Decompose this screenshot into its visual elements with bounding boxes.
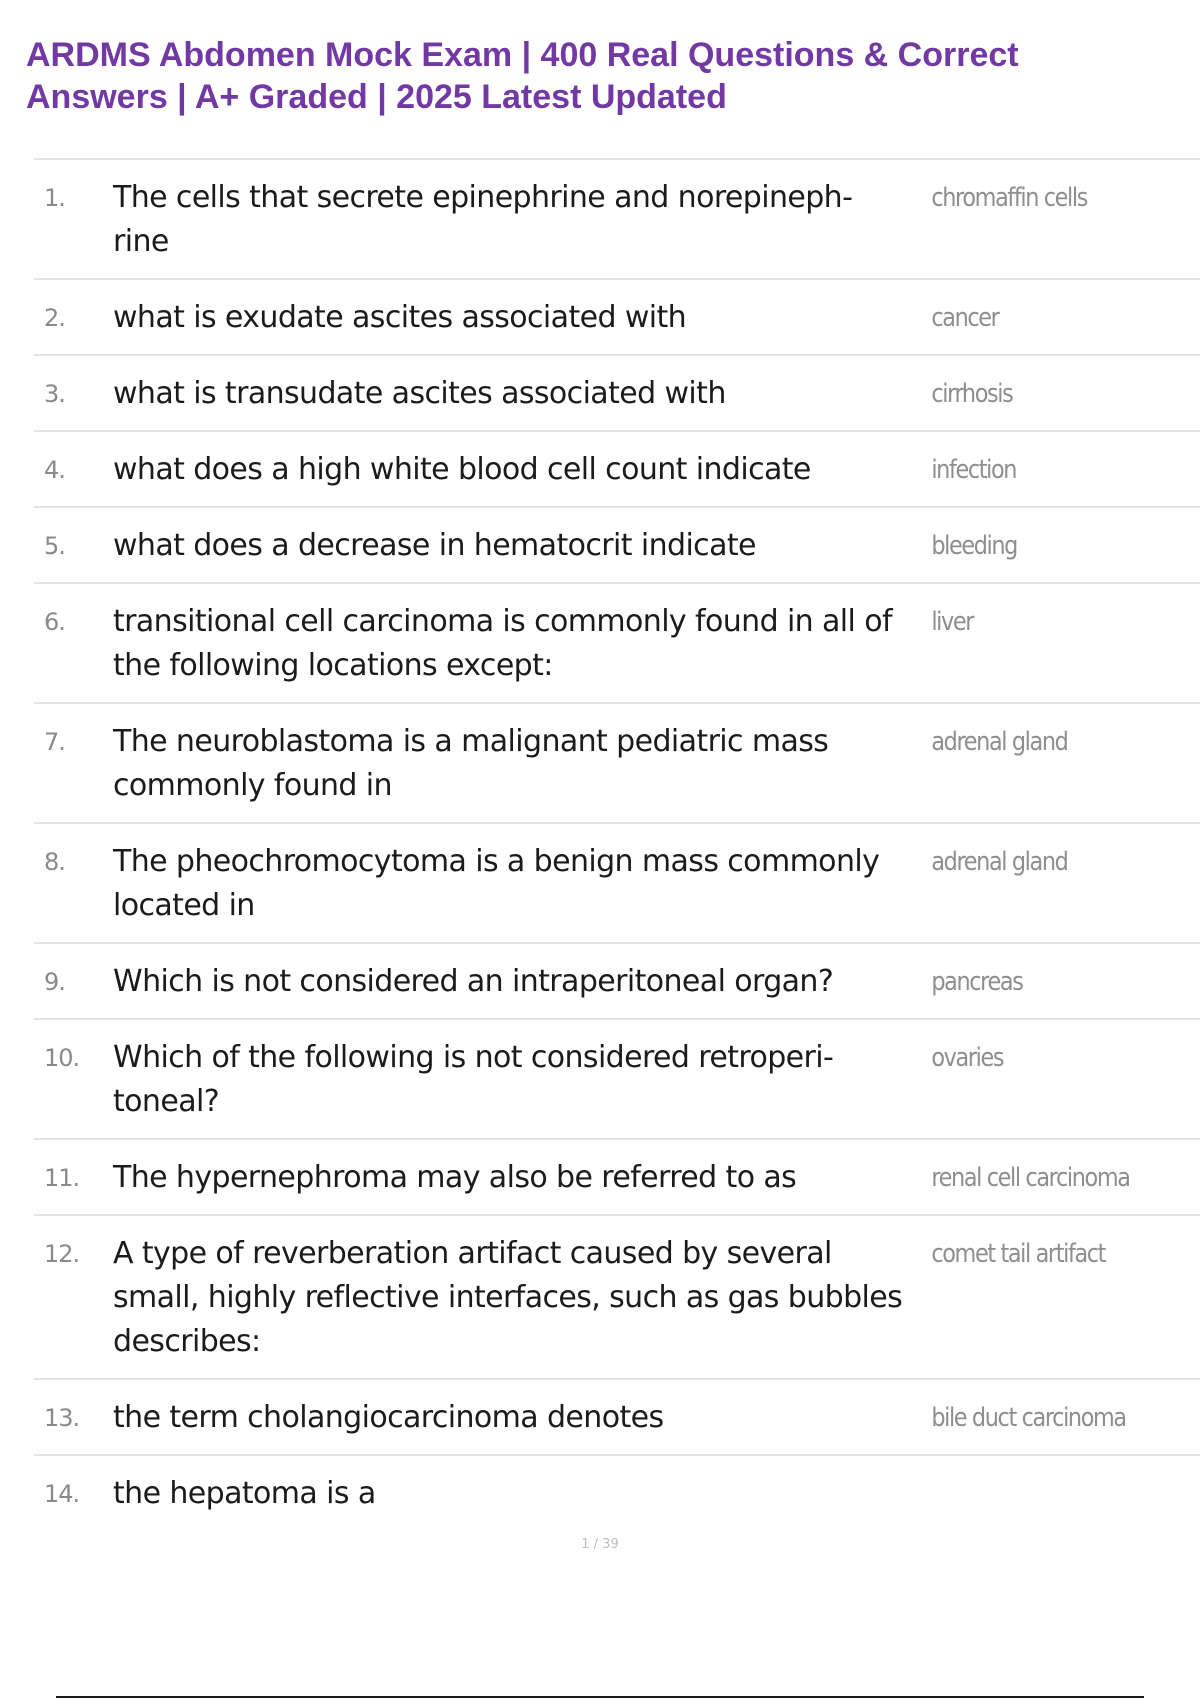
answer-text: chromaffin cells [931, 183, 1088, 213]
question-number: 6. [44, 608, 65, 636]
question-text: The pheochromocytoma is a benign mass commonly located in [113, 844, 880, 923]
answer-text: renal cell carcinoma [931, 1163, 1130, 1193]
question-text: what is transudate ascites associated with [113, 376, 726, 411]
qa-row [34, 508, 1200, 584]
qa-row [34, 356, 1200, 432]
question-text: what does a decrease in hematocrit indicate [113, 528, 756, 563]
question-number: 13. [44, 1404, 80, 1432]
answer-text: cirrhosis [931, 379, 1013, 409]
question-number: 9. [44, 968, 65, 996]
qa-row [34, 944, 1200, 1020]
question-text: the hepatoma is a [113, 1476, 376, 1511]
qa-table [34, 158, 1200, 1526]
page-number: 1 / 39 [581, 1537, 619, 1552]
answer-text: ovaries [931, 1043, 1004, 1073]
question-text: The cells that secrete epinephrine and norepineph- rine [113, 180, 853, 259]
qa-row [34, 1020, 1200, 1140]
question-number: 8. [44, 848, 65, 876]
question-text: what does a high white blood cell count indicate [113, 452, 811, 487]
question-number: 3. [44, 380, 65, 408]
question-number: 11. [44, 1164, 80, 1192]
qa-row [34, 1140, 1200, 1216]
answer-text: pancreas [931, 967, 1023, 997]
question-text: the term cholangiocarcinoma denotes [113, 1400, 664, 1435]
answer-text: adrenal gland [931, 847, 1068, 877]
question-text: The neuroblastoma is a malignant pediatric mass commonly found in [113, 724, 829, 803]
answer-text: liver [931, 607, 974, 637]
answer-text: comet tail artifact [931, 1239, 1106, 1269]
answer-text: cancer [931, 303, 999, 333]
qa-row [34, 432, 1200, 508]
question-number: 2. [44, 304, 65, 332]
qa-row [34, 160, 1200, 280]
qa-row [34, 584, 1200, 704]
page-title: ARDMS Abdomen Mock Exam | 400 Real Questions & Correct Answers | A+ Graded | 2025 Latest Updated [26, 36, 1019, 116]
answer-text: adrenal gland [931, 727, 1068, 757]
question-text: The hypernephroma may also be referred to as [113, 1160, 797, 1195]
qa-row [34, 704, 1200, 824]
question-number: 7. [44, 728, 65, 756]
question-number: 10. [44, 1044, 80, 1072]
question-number: 5. [44, 532, 65, 560]
question-number: 14. [44, 1480, 80, 1508]
answer-text: bleeding [931, 531, 1018, 561]
answer-text: infection [931, 455, 1017, 485]
question-text: what is exudate ascites associated with [113, 300, 687, 335]
question-number: 4. [44, 456, 65, 484]
question-text: Which is not considered an intraperitoneal organ? [113, 964, 834, 999]
qa-row [34, 280, 1200, 356]
bottom-rule [56, 1696, 1144, 1698]
question-text: A type of reverberation artifact caused by several small, highly reflective interfaces, such as gas bubbles describes: [113, 1236, 903, 1359]
qa-row [34, 1216, 1200, 1380]
question-text: transitional cell carcinoma is commonly found in all of the following locations except: [113, 604, 892, 683]
question-text: Which of the following is not considered retroperi- toneal? [113, 1040, 834, 1119]
qa-row [34, 824, 1200, 944]
question-number: 1. [44, 184, 65, 212]
question-number: 12. [44, 1240, 80, 1268]
qa-row [34, 1380, 1200, 1456]
qa-row [34, 1456, 1200, 1526]
answer-text: bile duct carcinoma [931, 1403, 1126, 1433]
